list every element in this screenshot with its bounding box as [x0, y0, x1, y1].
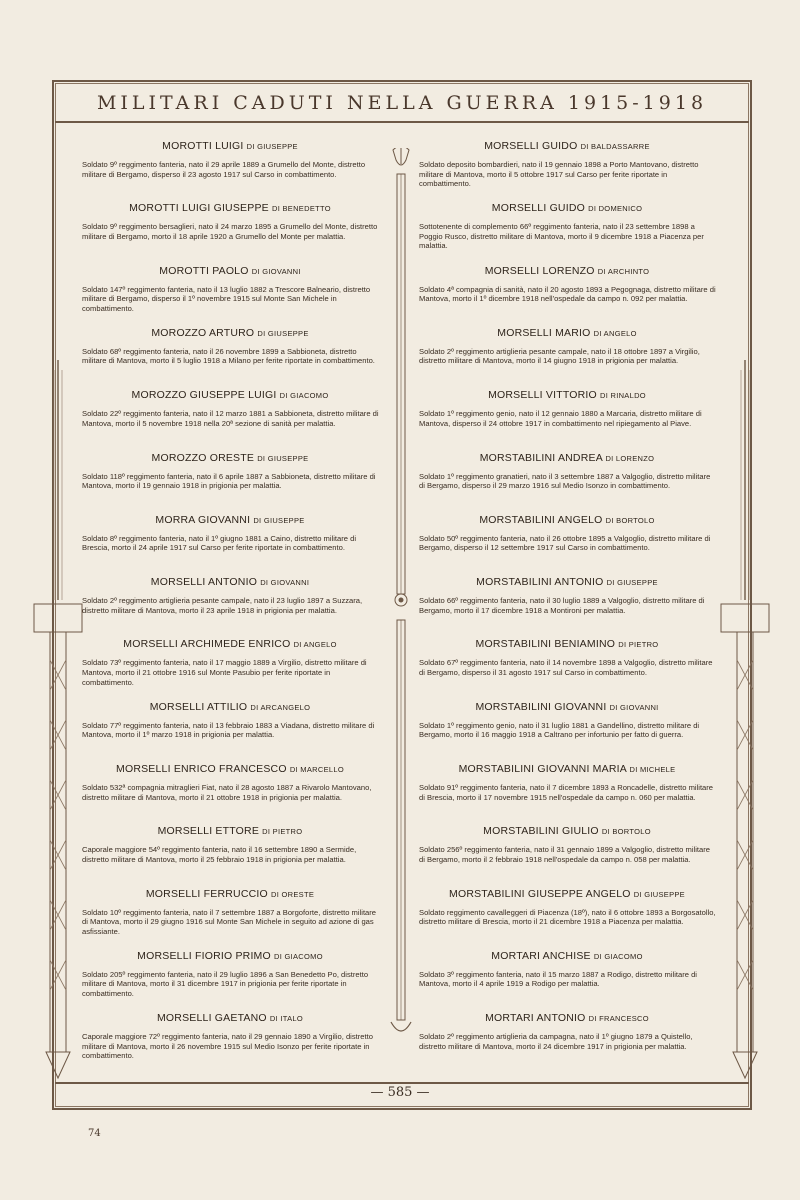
entry-description: Soldato 50º reggimento fanteria, nato il 26 ottobre 1895 a Valgoglio, distretto militare di Bergamo, disperso il 12 settembre 1917 sul Carso in combattimento. [419, 533, 711, 553]
entry-name [78, 514, 382, 526]
entry-description: Caporale maggiore 72º reggimento fanteria, nato il 29 gennaio 1890 a Virgilio, distretto militare di Mantova, morto il 26 novembre 1915 sul Medio Isonzo per ferite riportate in combattimento. [82, 1032, 373, 1061]
entry-patronymic: DI GIOVANNI [609, 702, 659, 712]
entry-name [78, 576, 382, 588]
page-title: MILITARI CADUTI NELLA GUERRA 1915-1918 [96, 92, 708, 114]
entry [78, 576, 382, 615]
entry-surname-given: MORSTABILINI BENIAMINO [475, 638, 616, 651]
entry [78, 888, 382, 937]
entry [78, 202, 382, 241]
entry-description: Caporale maggiore 54º reggimento fanteria, nato il 16 settembre 1890 a Sermide, distretto militare di Mantova, morto il 25 febbraio 1918 in prigionia per malattia. [82, 845, 357, 864]
entry-patronymic: DI GIUSEPPE [246, 142, 298, 151]
entry-name [78, 327, 382, 339]
entry-patronymic: DI ITALO [269, 1014, 303, 1024]
entry-description: Soldato 2º reggimento artiglieria da campagna, nato il 1º giugno 1879 a Quistello, distretto militare di Mantova, morto il 24 dicembre 1917 in prigionia per malattia. [419, 1032, 693, 1051]
entry [415, 327, 719, 366]
entry-surname-given: MORSTABILINI ANTONIO [476, 576, 604, 589]
entry-surname-given: MORSELLI GUIDO [491, 202, 585, 215]
entry-description: Soldato 118º reggimento fanteria, nato il 6 aprile 1887 a Sabbioneta, distretto militare di Mantova, morto il 19 gennaio 1918 in prigionia per malattia. [82, 471, 376, 491]
entry-name [78, 452, 382, 464]
entry-name [415, 265, 719, 277]
entry-patronymic: DI LORENZO [605, 453, 655, 463]
entry [78, 452, 382, 491]
entry-description: Soldato 1º reggimento granatieri, nato il 3 settembre 1887 a Valgoglio, distretto militare di Bergamo, disperso il 29 marzo 1916 sul Medio Isonzo in combattimento. [419, 471, 711, 491]
entry-surname-given: MORSELLI FIORIO PRIMO [137, 949, 271, 962]
entry-surname-given: MORSTABILINI GIUSEPPE ANGELO [449, 887, 631, 900]
entry [78, 701, 382, 740]
entry [78, 389, 382, 428]
entry-surname-given: MORSELLI FERRUCCIO [145, 887, 268, 900]
entry-description: Soldato 10º reggimento fanteria, nato il 7 settembre 1887 a Borgoforte, distretto militare di Mantova, morto il 29 giugno 1916 sul Monte San Michele in seguito ad azione di gas asfissiante. [82, 907, 377, 936]
entry-description: Soldato 205º reggimento fanteria, nato il 29 luglio 1896 a San Benedetto Po, distretto militare di Mantova, morto il 31 dicembre 1917 in prigionia per ferite riportate in combattimento. [82, 969, 369, 999]
entry-patronymic: DI RINALDO [600, 391, 646, 401]
entry-name [78, 202, 382, 214]
entry-patronymic: DI BALDASSARRE [580, 142, 650, 151]
central-column-ornament [389, 148, 413, 1040]
entry-description: Soldato 73º reggimento fanteria, nato il 17 maggio 1889 a Virgilio, distretto militare di Mantova, morto il 21 ottobre 1916 sul Monte Pasubio per ferite riportate in combattimento. [82, 658, 367, 687]
entry-patronymic: DI GIACOMO [279, 391, 329, 401]
entry [78, 638, 382, 687]
entry-surname-given: MORSELLI ARCHIMEDE ENRICO [123, 638, 291, 651]
entry-surname-given: MORSELLI ANTONIO [150, 576, 258, 589]
entry-description: Soldato 3º reggimento fanteria, nato il 15 marzo 1887 a Rodigo, distretto militare di Mantova, morto il 4 aprile 1919 a Rodigo per malattia. [419, 969, 697, 989]
entry-patronymic: DI ARCHINTO [597, 266, 650, 276]
right-sword-ornament [715, 360, 775, 1080]
entry-patronymic: DI PIETRO [262, 827, 303, 837]
entry-description: Soldato 1º reggimento genio, nato il 31 luglio 1881 a Gandellino, distretto militare di Bergamo, morto il 16 maggio 1918 a Caltrano per infortunio per fatto di guerra. [419, 720, 700, 740]
entry-patronymic: DI MARCELLO [289, 765, 344, 774]
entry-surname-given: MORSELLI ATTILIO [149, 700, 248, 713]
entry [415, 763, 719, 802]
entry-surname-given: MORSTABILINI GIOVANNI MARIA [458, 763, 627, 775]
entry [415, 140, 719, 189]
entry-description: Soldato 67º reggimento fanteria, nato il 14 novembre 1898 a Valgoglio, distretto militare di Bergamo, disperso il 31 agosto 1917 sul Carso in combattimento. [419, 658, 713, 677]
entry-patronymic: DI GIUSEPPE [633, 889, 685, 899]
entry-description: Soldato 4ª compagnia di sanità, nato il 20 agosto 1893 a Pegognaga, distretto militare di Mantova, morto il 1º dicembre 1918 nell'ospedale da campo n. 092 per malattia. [419, 284, 716, 304]
entry-surname-given: MORSELLI GUIDO [484, 140, 578, 152]
entry-surname-given: MORRA GIOVANNI [155, 513, 251, 526]
entry-name [78, 140, 382, 152]
entry-name [415, 950, 719, 962]
entry [415, 1012, 719, 1051]
entry-name [78, 825, 382, 837]
entry-description: Soldato 2º reggimento artiglieria pesante campale, nato il 18 ottobre 1897 a Virgilio, distretto militare di Mantova, morto il 14 giugno 1918 in prigionia per malattia. [419, 346, 700, 366]
entry-surname-given: MORSELLI ENRICO FRANCESCO [116, 763, 287, 775]
entry-description: Soldato reggimento cavalleggeri di Piacenza (18º), nato il 6 ottobre 1893 a Borgosatollo, distretto militare di Brescia, morto il 21 dicembre 1918 a Piacenza per malattia. [419, 907, 716, 927]
entry-name [415, 140, 719, 152]
entry-surname-given: MORSTABILINI GIOVANNI [475, 700, 607, 713]
entry-description: Soldato 256º reggimento fanteria, nato il 31 gennaio 1899 a Valgoglio, distretto militare di Bergamo, morto il 2 febbraio 1918 nell'ospedale da campo n. 058 per malattia. [419, 845, 710, 864]
entry-surname-given: MORSTABILINI ANDREA [479, 451, 603, 464]
entry-surname-given: MORSELLI LORENZO [484, 264, 595, 277]
entry [78, 140, 382, 179]
entry-patronymic: DI PIETRO [618, 640, 659, 650]
entry-surname-given: MOROTTI LUIGI [162, 140, 244, 152]
entry-name [415, 1012, 719, 1024]
left-sword-ornament [28, 360, 88, 1080]
entry [415, 265, 719, 304]
entry-patronymic: DI GIUSEPPE [606, 578, 658, 588]
entry-surname-given: MORSTABILINI ANGELO [479, 513, 603, 526]
entry-description: Soldato 68º reggimento fanteria, nato il 26 novembre 1899 a Sabbioneta, distretto militare di Mantova, morto il 5 luglio 1918 a Milano per ferite riportate in combattimento. [82, 346, 375, 366]
entry-name [415, 452, 719, 464]
entry-surname-given: MOROZZO ORESTE [151, 451, 255, 464]
entry-name [78, 888, 382, 900]
entry-patronymic: DI GIOVANNI [260, 578, 310, 588]
entry-surname-given: MOROTTI PAOLO [159, 264, 249, 277]
entry-surname-given: MOROTTI LUIGI GIUSEPPE [129, 202, 269, 215]
entry-description: Soldato 91º reggimento fanteria, nato il 7 dicembre 1893 a Roncadelle, distretto militare di Brescia, morto il 17 novembre 1915 nell'ospedale da campo n. 060 per malattia. [419, 783, 714, 802]
entry-name [78, 1012, 382, 1024]
entry-patronymic: DI ANGELO [593, 328, 637, 338]
entry-surname-given: MOROZZO GIUSEPPE LUIGI [131, 389, 277, 402]
entry [415, 576, 719, 615]
entry-surname-given: MORTARI ANTONIO [485, 1012, 586, 1025]
page-number: — 585 — [370, 1085, 430, 1100]
entry [415, 389, 719, 428]
entry-description: Soldato deposito bombardieri, nato il 19 gennaio 1898 a Porto Mantovano, distretto militare di Mantova, morto il 5 ottobre 1917 sul Carso per ferite riportate in combattimento. [419, 160, 699, 189]
entry-patronymic: DI ARCANGELO [250, 702, 311, 712]
entry-description: Soldato 9º reggimento fanteria, nato il 29 aprile 1889 a Grumello del Monte, distretto militare di Bergamo, disperso il 23 agosto 1917 sul Carso in combattimento. [82, 160, 366, 179]
entry-surname-given: MORSELLI VITTORIO [488, 389, 597, 402]
entry-patronymic: DI FRANCESCO [588, 1014, 649, 1024]
entry-patronymic: DI BORTOLO [605, 515, 655, 525]
entry [78, 763, 382, 802]
entry-name [415, 576, 719, 588]
entry-patronymic: DI DOMENICO [588, 204, 643, 214]
entry-patronymic: DI GIUSEPPE [257, 453, 309, 463]
entry-description: Soldato 1º reggimento genio, nato il 12 gennaio 1880 a Marcaria, distretto militare di Mantova, disperso il 24 ottobre 1917 in combattimento nel ripiegamento al Piave. [419, 409, 702, 428]
entry-name [415, 514, 719, 526]
entry [78, 825, 382, 864]
entry-name [78, 950, 382, 962]
entry-description: Soldato 66º reggimento fanteria, nato il 30 luglio 1889 a Valgoglio, distretto militare di Bergamo, morto il 17 dicembre 1918 a Montironi per malattia. [419, 596, 705, 615]
entry-name [415, 389, 719, 401]
entry-description: Soldato 532ª compagnia mitraglieri Fiat, nato il 28 agosto 1887 a Rivarolo Mantovano, distretto militare di Mantova, morto il 21 ottobre 1918 in prigionia per malattia. [82, 783, 372, 802]
entry-name [415, 888, 719, 900]
entry-description: Soldato 9º reggimento bersaglieri, nato il 24 marzo 1895 a Grumello del Monte, distretto militare di Bergamo, morto il 18 aprile 1920 a Grumello del Monte per malattia. [82, 222, 378, 241]
entry-name [415, 638, 719, 650]
entry [415, 638, 719, 677]
entry [78, 950, 382, 999]
entry [78, 265, 382, 314]
entry-name [78, 763, 382, 775]
title-band [55, 83, 749, 123]
entry-patronymic: DI ANGELO [293, 640, 337, 650]
entry-description: Soldato 8º reggimento fanteria, nato il 1º giugno 1881 a Caino, distretto militare di Brescia, morto il 24 aprile 1917 sul Carso per ferite riportate in combattimento. [82, 533, 357, 553]
entry [415, 825, 719, 864]
entry-patronymic: DI MICHELE [629, 765, 676, 774]
entry-surname-given: MORSELLI GAETANO [156, 1012, 267, 1025]
entry-name [78, 265, 382, 277]
entry-patronymic: DI ORESTE [271, 889, 315, 899]
entry-description: Soldato 147º reggimento fanteria, nato il 13 luglio 1882 a Trescore Balneario, distretto militare di Bergamo, disperso il 1º novembre 1915 sul Monte San Michele in combattimento. [82, 284, 371, 313]
entry-patronymic: DI BENEDETTO [272, 204, 331, 214]
entry [415, 701, 719, 740]
entry-patronymic: DI GIUSEPPE [253, 515, 305, 525]
entry [415, 950, 719, 989]
entry-name [415, 327, 719, 339]
entry-patronymic: DI GIACOMO [274, 951, 323, 961]
entry-name [78, 389, 382, 401]
entry-patronymic: DI GIOVANNI [251, 266, 301, 276]
entry [415, 202, 719, 251]
entry-description: Soldato 2º reggimento artiglieria pesante campale, nato il 23 luglio 1897 a Suzzara, distretto militare di Mantova, morto il 23 aprile 1918 in prigionia per malattia. [82, 596, 363, 615]
entry [415, 514, 719, 553]
entry-description: Soldato 77º reggimento fanteria, nato il 13 febbraio 1883 a Viadana, distretto militare di Mantova, morto il 1º marzo 1918 in prigionia per malattia. [82, 720, 375, 740]
entry-description: Sottotenente di complemento 66º reggimento fanteria, nato il 23 settembre 1898 a Poggio Rusco, distretto militare di Mantova, morto il 9 dicembre 1918 a Piacenza per malattia. [419, 222, 704, 251]
entry-patronymic: DI BORTOLO [601, 827, 651, 837]
entry-name [78, 638, 382, 650]
entry-surname-given: MORSTABILINI GIULIO [483, 825, 599, 838]
entry-name [78, 701, 382, 713]
folio-number: 74 [88, 1128, 101, 1139]
entry-name [415, 763, 719, 775]
entry [415, 888, 719, 927]
entry-name [415, 202, 719, 214]
entry-patronymic: DI GIUSEPPE [257, 328, 309, 338]
entry-description: Soldato 22º reggimento fanteria, nato il 12 marzo 1881 a Sabbioneta, distretto militare di Mantova, morto il 5 novembre 1918 nella 20ª sezione di sanità per malattia. [82, 409, 379, 428]
entry [78, 327, 382, 366]
entry [415, 452, 719, 491]
entry-name [415, 825, 719, 837]
entry-surname-given: MOROZZO ARTURO [151, 326, 255, 339]
entry [78, 1012, 382, 1061]
entry-name [415, 701, 719, 713]
entry-surname-given: MORSELLI ETTORE [157, 825, 260, 838]
entry-patronymic: DI GIACOMO [593, 951, 643, 961]
entry-surname-given: MORTARI ANCHISE [491, 949, 591, 962]
entry-surname-given: MORSELLI MARIO [497, 326, 591, 339]
entry [78, 514, 382, 553]
